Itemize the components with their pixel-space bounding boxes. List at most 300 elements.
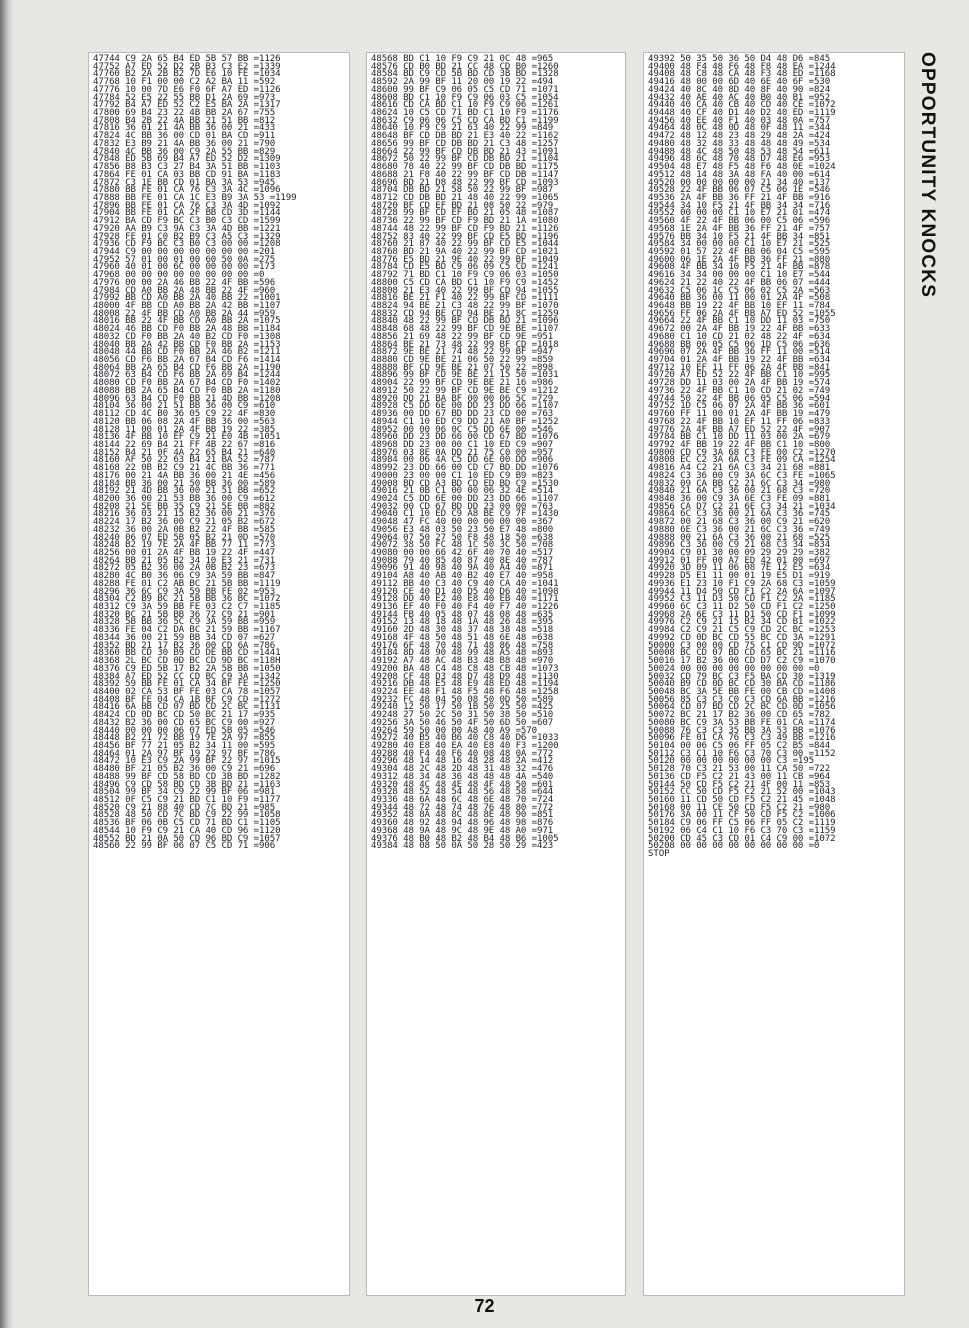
listing-line: 48720 BF CD EF BD 21 08 50 22 =979 bbox=[371, 200, 554, 211]
listing-line: 49112 BB 40 C3 40 C9 40 CA 40 =1041 bbox=[371, 578, 559, 589]
listing-line: 49728 DD 11 03 00 2A 4F BB 19 =574 bbox=[648, 378, 831, 389]
listing-line: 49176 6F 48 70 48 71 48 86 48 =758 bbox=[371, 640, 554, 651]
listing-line: 49680 C1 10 CD 21 02 48 22 4F =634 bbox=[648, 331, 831, 342]
listing-line: 49800 CD C9 3A 68 C3 FE 00 C2 =1270 bbox=[648, 447, 836, 458]
listing-line: 48416 6A BB CD 07 BD CD 2C BC =1131 bbox=[93, 702, 281, 713]
listing-line: 49128 DD 40 E2 40 E8 40 EB 40 =1171 bbox=[371, 594, 559, 605]
listing-line: 48096 63 B4 CD F0 BB 21 4D BB =1208 bbox=[93, 393, 281, 404]
listing-line: 47768 10 F1 00 00 C2 A2 BA 11 =592 bbox=[93, 77, 276, 88]
listing-line: 49000 23 00 00 C1 10 ED C9 B9 =823 bbox=[371, 470, 554, 481]
listing-line: 50000 C3 00 00 CD 75 C1 CD 9D =1072 bbox=[648, 640, 836, 651]
listing-line: 49456 40 EE 40 F1 40 03 48 0A =757 bbox=[648, 115, 831, 126]
listing-line: 48656 99 BF CD DB BD 21 C3 48 =1257 bbox=[371, 138, 559, 149]
listing-line: 49864 6C C3 36 00 21 6A C3 36 =745 bbox=[648, 509, 831, 520]
listing-line: 49032 00 CD 67 BD DD 23 00 00 =763 bbox=[371, 501, 554, 512]
listing-line: 48256 00 01 2A 4F BB 19 22 4F =447 bbox=[93, 548, 276, 558]
listing-line: 48984 00 06 4A C5 DD 6E 00 DD =906 bbox=[371, 455, 554, 466]
listing-line: 48976 03 8E 0A DD 21 75 C0 00 =957 bbox=[371, 447, 554, 458]
listing-line: 49960 6C C3 11 D2 50 CD F1 C2 =1250 bbox=[648, 602, 836, 613]
listing-line: 48408 BF FE 04 CA 1B BF C9 CD =1272 bbox=[93, 694, 281, 705]
listing-line: 48280 4C B0 36 06 C9 3A 59 BB =847 bbox=[93, 571, 276, 582]
hex-listing-lines bbox=[93, 56, 345, 851]
listing-line: 48296 36 6C C9 3A 59 BB FE 02 =953 bbox=[93, 586, 276, 597]
listing-line: 48176 00 21 4A BB 36 00 21 4E =456 bbox=[93, 470, 276, 481]
listing-line: 50072 BC 21 17 B2 36 00 CD 65 =782 bbox=[648, 710, 831, 721]
listing-line: 49840 21 6A C3 36 00 21 68 C3 =720 bbox=[648, 486, 831, 497]
listing-line: 48584 BD C9 CD 5B BD CD 3B BD =1328 bbox=[371, 69, 559, 80]
listing-line: 50064 CD 07 BD CD 2C BC CD 0D =1056 bbox=[648, 702, 836, 713]
listing-line: 48152 B4 21 0F 4A 22 65 B4 21 =640 bbox=[93, 447, 276, 458]
listing-line: 49888 00 21 6A C3 36 00 21 68 =525 bbox=[648, 532, 831, 543]
listing-line: 48768 BD 21 9A 40 22 99 BF CD =1021 bbox=[371, 246, 559, 257]
listing-line: 49720 A7 ED 52 22 4F BB C1 10 =995 bbox=[648, 370, 831, 381]
listing-line: 47752 A7 ED 52 D2 2B B3 C3 E2 =1339 bbox=[93, 61, 281, 72]
listing-line: 49360 48 92 48 94 48 96 48 98 =876 bbox=[371, 818, 554, 829]
listing-line: 49328 48 52 48 54 48 56 48 58 =644 bbox=[371, 787, 554, 798]
listing-line: 49376 48 B0 48 B2 48 B4 48 B6 =1005 bbox=[371, 833, 559, 844]
listing-line: 49136 EF 40 F0 40 F4 40 F7 40 =1226 bbox=[371, 602, 559, 613]
listing-line: 49416 48 00 00 6D 40 6E 40 6F =530 bbox=[648, 77, 831, 88]
listing-line: 48544 10 F9 C9 21 CA 40 CD 96 =1120 bbox=[93, 825, 281, 836]
listing-line: 48680 78 40 22 99 BF CD DB BD =1175 bbox=[371, 162, 559, 173]
listing-line: 48320 BC 21 5B BB 36 72 C9 21 =901 bbox=[93, 609, 276, 620]
listing-line: 48816 BE 21 F1 40 22 99 BF CD =1111 bbox=[371, 293, 559, 304]
listing-line: 49392 50 35 50 36 50 D4 48 D6 =845 bbox=[648, 54, 831, 64]
listing-line: 48272 05 B2 36 00 2A 0B B2 23 =673 bbox=[93, 563, 276, 574]
listing-line: 49528 22 4F BB 06 07 C5 06 1E =546 bbox=[648, 185, 831, 196]
listing-line: 47904 BB FE 01 CA 2F BB CD 3D =1144 bbox=[93, 208, 281, 219]
listing-line: 48160 AF 50 22 63 B4 21 BA 52 =787 bbox=[93, 455, 276, 466]
listing-column-1 bbox=[88, 52, 350, 1296]
listing-line: 50208 00 00 00 00 00 00 00 00 =0 bbox=[648, 841, 820, 852]
listing-line: 49896 C3 36 00 C9 21 68 C3 34 =834 bbox=[648, 540, 831, 551]
section-title-vertical: OPPORTUNITY KNOCKS bbox=[917, 52, 938, 299]
listing-line: 48744 48 22 99 BF CD F9 BD 21 =1126 bbox=[371, 223, 559, 234]
listing-line: 50168 00 11 CE 50 CD F5 C2 21 =980 bbox=[648, 802, 831, 813]
listing-line: 49688 BB 06 05 C5 06 1D C5 06 =636 bbox=[648, 339, 831, 350]
listing-line: 47808 B4 2B 22 4A BB 21 51 BB =812 bbox=[93, 115, 276, 126]
listing-line: 47864 FE 01 CA 03 BB CD 91 BA =1183 bbox=[93, 169, 281, 180]
listing-line: 50120 00 00 00 00 00 00 C3 =195 bbox=[648, 756, 815, 767]
listing-line: 47776 10 00 7D E6 F0 6F A7 ED =1126 bbox=[93, 84, 281, 95]
listing-line: 49576 BB 34 10 F5 21 4F BB 34 =851 bbox=[648, 231, 831, 242]
listing-line: 49504 48 E7 48 F5 48 F6 48 0E =1024 bbox=[648, 162, 836, 173]
listing-line: 48792 71 BD C1 10 F9 C9 06 03 =1050 bbox=[371, 270, 559, 281]
listing-line: 48704 DB BD 21 58 50 22 99 BF =987 bbox=[371, 185, 554, 196]
listing-line: 48008 22 4F BB CD A0 BB 2A 44 =959 bbox=[93, 308, 276, 319]
listing-line: 48144 22 69 B4 21 FF 4B 22 67 =816 bbox=[93, 439, 276, 450]
listing-line: 48072 63 B4 CD F6 BB 2A 69 B4 =1244 bbox=[93, 370, 281, 381]
listing-line: 49872 00 21 68 C3 36 00 C9 21 =620 bbox=[648, 517, 831, 528]
listing-line: 48016 BB 22 4F BB CD A0 BB 2A =1075 bbox=[93, 316, 281, 327]
listing-line: 48048 44 BB CD F0 BB 2A 46 B2 =1211 bbox=[93, 347, 281, 358]
listing-line: 49184 8D 48 90 48 99 48 A5 48 =893 bbox=[371, 648, 554, 659]
listing-line: 49088 79 40 85 40 87 40 8E 40 =787 bbox=[371, 555, 554, 566]
listing-line: 49008 BD CD A3 BD CD ED BD C9 =1530 bbox=[371, 478, 559, 489]
listing-line: 47872 C3 1E BB CD 01 BA 3A 53 =945 bbox=[93, 177, 276, 188]
listing-line: 49856 CA D7 C2 21 6E C3 34 21 =1034 bbox=[648, 501, 836, 512]
listing-line: 48848 68 48 22 99 BF CD 9E BE =1107 bbox=[371, 324, 559, 335]
listing-line: 49336 48 6A 48 6C 48 6E 48 70 =724 bbox=[371, 795, 554, 805]
listing-line: 48208 21 5E BB 35 C9 21 5E BB =882 bbox=[93, 501, 276, 512]
listing-line: 50192 06 C4 C1 10 F6 C3 70 C3 =1159 bbox=[648, 825, 836, 836]
listing-line: 49736 22 4F BB C1 10 CD 21 02 =749 bbox=[648, 385, 831, 396]
listing-line: 49448 40 CF 40 D1 40 D2 40 ED =1119 bbox=[648, 108, 836, 119]
listing-line: 48032 CD F0 BB 2A 40 B2 CD F0 =1308 bbox=[93, 331, 281, 342]
listing-line: 48696 BD 21 D8 48 22 99 BF CD =1093 bbox=[371, 177, 559, 188]
listing-line: 49264 59 50 00 00 A8 40 A9 =570 bbox=[371, 725, 538, 736]
listing-line: 48080 CD F0 BB 2A 67 B4 CD F0 =1402 bbox=[93, 378, 281, 389]
listing-line: 48752 83 40 22 99 BF CD E5 BD =1196 bbox=[371, 231, 559, 242]
listing-line: 49640 BB 36 00 11 00 01 2A 4F =508 bbox=[648, 293, 831, 304]
listing-column-2 bbox=[366, 52, 626, 1296]
listing-line: 48488 99 BF CD 58 BD CD 3B BD =1282 bbox=[93, 771, 281, 782]
listing-line: 48712 CD DB BD 21 48 40 22 99 =1065 bbox=[371, 192, 559, 203]
listing-line: 49992 CD 0D BC CD 55 BC CD 3A =1291 bbox=[648, 632, 836, 643]
listing-line: 49776 2A 4F BB A7 ED 52 22 4F =907 bbox=[648, 424, 831, 435]
listing-line: 49880 6E C3 36 00 21 6C C3 36 =749 bbox=[648, 524, 831, 535]
listing-line: 50080 BC C9 3A 53 BB FE 01 CA =1174 bbox=[648, 717, 836, 728]
listing-line: 48880 CD 9E BE 21 06 50 22 99 =859 bbox=[371, 355, 554, 366]
listing-line: 48624 10 C5 CD 71 BD C1 10 F9 =1176 bbox=[371, 108, 559, 119]
listing-line: 48448 B2 21 72 BB 19 7E 2A 97 =855 bbox=[93, 733, 276, 744]
listing-line: 48960 DD 23 DD 66 00 CD 67 BD =1076 bbox=[371, 432, 559, 443]
listing-line: 47976 00 00 2A 46 BB 22 4F BB =596 bbox=[93, 277, 276, 288]
listing-line: 49272 40 B5 40 B6 40 C8 40 D6 =1033 bbox=[371, 733, 559, 744]
listing-line: 49160 2D 48 30 48 37 48 38 48 =518 bbox=[371, 625, 554, 636]
listing-line: 49512 48 14 48 3A 48 FA 40 00 =614 bbox=[648, 169, 831, 180]
listing-line: 48528 48 50 CD 7C BD C9 22 99 =1058 bbox=[93, 810, 281, 821]
listing-line: 48504 99 BF 34 C9 22 99 BF 06 =981 bbox=[93, 787, 276, 798]
listing-line: 48344 36 00 21 59 BB 34 CD 07 =627 bbox=[93, 632, 276, 643]
listing-line: 50096 FE 01 CA 76 C3 C3 49 BB =1216 bbox=[648, 733, 836, 744]
listing-line: 49048 47 FC 40 00 00 00 00 00 =367 bbox=[371, 517, 554, 528]
hex-listing-lines bbox=[371, 56, 621, 851]
listing-line: 47888 BB FE 01 CA 1C E3 B9 3A 53 =1199 bbox=[93, 192, 297, 203]
listing-line: 48952 00 00 06 0C C5 DD 6E 00 =546 bbox=[371, 424, 554, 435]
listing-line: 49352 48 8A 48 8C 48 8E 48 90 =851 bbox=[371, 810, 554, 821]
listing-line: 48328 5B BB 36 5C C9 3A 59 BB =959 bbox=[93, 617, 276, 628]
listing-line: 48088 BB 2A 65 B4 CD F0 BB 2A =1180 bbox=[93, 385, 281, 396]
listing-line: 49232 FC 48 04 50 08 50 0D 50 =589 bbox=[371, 694, 554, 705]
listing-line: 50088 76 C3 C3 35 BB 3A 53 BB =1076 bbox=[648, 725, 836, 736]
listing-line: 47824 4C BB 36 00 CD 01 BA CD =911 bbox=[93, 131, 276, 142]
listing-line: 49440 40 CA 40 CB 40 CD 40 CE =1072 bbox=[648, 100, 836, 111]
listing-line: 48200 36 00 21 53 BB 36 00 C9 =612 bbox=[93, 493, 276, 504]
listing-line: 48760 21 87 40 22 99 BF CD E5 =1044 bbox=[371, 239, 559, 250]
listing-line: 49584 34 00 00 00 C1 10 E7 21 =525 bbox=[648, 239, 831, 250]
listing-line: 49952 C3 11 D3 50 CD F1 C2 2A =1185 bbox=[648, 594, 836, 605]
listing-line: 49792 4F BB 19 22 4F BB C1 10 =800 bbox=[648, 439, 831, 450]
listing-line: 47744 C9 2A 65 B4 ED 5B 57 BB =1126 bbox=[93, 54, 281, 64]
listing-line: 48776 E5 BD 21 9E 40 22 99 BF =1049 bbox=[371, 254, 559, 265]
listing-line: 48136 4F BB 10 EF C9 21 E0 4B =1051 bbox=[93, 432, 281, 443]
listing-line: 48376 C9 ED 5B 17 B2 2A 5B BB =1050 bbox=[93, 663, 281, 674]
listing-line: 50032 CD 79 BC C3 F5 BA CD 30 =1319 bbox=[648, 671, 836, 682]
listing-line: 49568 1E 2A 4F BB 36 FF 21 4F =757 bbox=[648, 223, 831, 234]
listing-line: 50104 00 06 C5 06 FF 05 C2 B5 =844 bbox=[648, 740, 831, 751]
listing-line: 49608 4F BB 34 10 F5 21 4F BB =878 bbox=[648, 262, 831, 273]
listing-line: 49696 07 2A 4F BB 36 FF 11 00 =514 bbox=[648, 347, 831, 358]
listing-line: 48856 21 69 48 22 99 BF CD 9E =951 bbox=[371, 331, 554, 342]
listing-line: 48240 06 07 ED 5B 05 B2 21 0D =570 bbox=[93, 532, 276, 543]
listing-line: 49408 48 C8 48 CA 48 F3 48 ED =1168 bbox=[648, 69, 836, 80]
listing-line: 47960 40 01 00 6C 00 00 00 00 =173 bbox=[93, 262, 276, 273]
listing-line: 47896 BB FE 01 CA 76 C3 3A 4D =1092 bbox=[93, 200, 281, 211]
listing-line: 49664 22 4F BB C1 10 DD 11 03 =750 bbox=[648, 316, 831, 327]
listing-line: 48728 99 BF CD EF BD 21 05 48 =1087 bbox=[371, 208, 559, 219]
listing-line: 47952 57 01 00 01 00 60 50 0A =275 bbox=[93, 254, 276, 265]
listing-line: 48736 22 99 BF CD F9 BD 21 1A =1080 bbox=[371, 216, 559, 227]
listing-line: 49944 11 D4 50 CD F1 C2 2A 6A =1097 bbox=[648, 586, 836, 597]
listing-line: 50152 CC 50 CD F5 C2 21 52 00 =1043 bbox=[648, 787, 836, 798]
listing-line: 49104 A8 40 AB 40 B2 40 E7 40 =958 bbox=[371, 571, 554, 582]
hex-listing-lines bbox=[648, 56, 900, 859]
listing-line: 48672 50 22 99 BF CD DB BD 21 =1104 bbox=[371, 154, 559, 165]
listing-line: 48912 50 22 99 BF CD 9E BE C9 =1212 bbox=[371, 385, 559, 396]
listing-line: 49168 4F 48 50 48 51 48 6E 48 =638 bbox=[371, 632, 554, 643]
listing-line: 48648 BF CD DB BD 21 E3 40 22 =1162 bbox=[371, 131, 559, 142]
listing-line: 49752 1D C5 06 07 2A 4F BB 36 =601 bbox=[648, 401, 831, 412]
listing-line: 48832 CD 94 BE CD 94 BE 21 8C =1259 bbox=[371, 308, 559, 319]
listing-line: 50136 CD F5 C2 21 43 00 11 CB =964 bbox=[648, 771, 831, 782]
listing-line: 48104 36 00 21 51 BB 36 00 C9 =610 bbox=[93, 401, 276, 412]
listing-line: 48304 C2 B9 BC 21 5B BB 36 BC =1072 bbox=[93, 594, 281, 605]
listing-line: 49520 00 00 00 00 00 21 34 40 =137 bbox=[648, 177, 831, 188]
listing-line: 48192 21 4D BB 36 00 21 51 BB =652 bbox=[93, 486, 276, 497]
listing-line: 48688 21 F8 40 22 99 BF CD DB =1147 bbox=[371, 169, 559, 180]
listing-line: 49808 EC C2 3A 6A C3 FE 09 CA =1254 bbox=[648, 455, 836, 466]
listing-line: 49560 4F 22 4F BB 06 00 C5 06 =596 bbox=[648, 216, 831, 227]
listing-line: 48264 BB 21 05 B2 34 10 E3 21 =731 bbox=[93, 555, 276, 566]
listing-line: 49216 DB 48 E5 48 E9 48 ED 48 =1194 bbox=[371, 679, 559, 690]
listing-column-3 bbox=[643, 52, 905, 1296]
listing-line: 48368 2L BC CD 0D BC CD 9D BC =118H bbox=[93, 656, 281, 667]
listing-line: 48480 BF 21 05 B2 36 00 C9 21 =696 bbox=[93, 764, 276, 775]
listing-line: 50056 85 C3 C3 C0 C3 CD 6A BB =1216 bbox=[648, 694, 836, 705]
listing-line: 47832 E3 B9 21 4A BB 36 00 21 =790 bbox=[93, 138, 276, 149]
listing-line: 49320 48 4C 48 4E 48 4F 48 50 =601 bbox=[371, 779, 554, 790]
listing-line: 49240 12 50 17 50 1B 50 25 50 =425 bbox=[371, 702, 554, 713]
listing-line: 49648 BB 19 22 4F BB 10 EF 11 =784 bbox=[648, 301, 831, 311]
listing-line: 47800 69 B4 23 22 4B BB 2A 67 =755 bbox=[93, 108, 276, 119]
listing-line: 49984 C2 C9 21 C5 C9 CD 2C BC =1253 bbox=[648, 625, 836, 636]
listing-line: 48496 C9 CD 58 BD CD 3B BD 21 =1163 bbox=[93, 779, 281, 790]
listing-line: 49464 48 0C 48 0D 48 0F 48 11 =344 bbox=[648, 123, 831, 134]
page-edge-shadow bbox=[0, 0, 14, 1328]
listing-line: 48432 B2 36 00 CD 65 BC C9 00 =927 bbox=[93, 717, 276, 728]
listing-line: 49616 34 34 00 00 00 C1 10 E7 =544 bbox=[648, 270, 831, 281]
listing-line: 49744 50 22 4F BB 06 05 C5 06 =594 bbox=[648, 393, 831, 404]
listing-line: 49784 BB C1 10 DD 11 03 00 2A =679 bbox=[648, 432, 831, 443]
listing-line: 48936 00 DD 67 BD DD 23 CD 00 =763 bbox=[371, 409, 554, 420]
listing-line: 49536 2A 4F BB 36 FF 21 4F BB =916 bbox=[648, 192, 831, 203]
listing-line: 49624 21 22 40 22 4F BB 06 07 =444 bbox=[648, 277, 831, 288]
listing-line: 48392 59 BB FE 01 CA 34 BF FE =1250 bbox=[93, 679, 281, 690]
listing-line: 49304 48 2C 48 2D 48 31 48 32 =476 bbox=[371, 764, 554, 775]
listing-line: 47880 BB FE 01 CA 76 C3 3A 4C =1096 bbox=[93, 185, 281, 196]
listing-line: 49600 06 1E 2A 4F BB 36 FF 21 =880 bbox=[648, 254, 831, 265]
listing-line: 48784 CD E5 BD C9 06 09 C5 CD =1241 bbox=[371, 262, 559, 273]
listing-line: 50160 11 CD 50 CD F5 C2 21 45 =1048 bbox=[648, 795, 836, 805]
listing-line: 47920 AA B9 C3 9A C3 3A 4D BB =1221 bbox=[93, 223, 281, 234]
listing-line: 48424 CD 0D BC CD 50 BC 21 17 =935 bbox=[93, 710, 276, 721]
listing-line: 48592 2A 99 BF 11 20 00 19 22 =494 bbox=[371, 77, 554, 88]
listing-line: 50184 C9 06 FF C5 06 FF 05 C2 =1119 bbox=[648, 818, 836, 829]
listing-line: 47944 C9 00 00 00 00 00 00 00 =201 bbox=[93, 246, 276, 257]
listing-line: 49816 A4 C2 21 6A C3 34 21 68 =881 bbox=[648, 463, 831, 474]
listing-line: 48536 BF 06 0B C5 CD 71 BD C1 =1105 bbox=[93, 818, 281, 829]
listing-line: 50128 70 C3 21 53 00 11 CA 50 =722 bbox=[648, 764, 831, 775]
listing-line: 48568 BD C1 10 F9 C9 21 0C 48 =965 bbox=[371, 54, 554, 64]
listing-line: 48232 36 00 2A 0B B2 22 4F BB =585 bbox=[93, 524, 276, 535]
listing-line: 49936 E1 23 10 F1 C9 2A 68 C3 =1059 bbox=[648, 578, 836, 589]
listing-line: 48800 C5 CD CA BD C1 10 F9 C9 =1452 bbox=[371, 277, 559, 288]
listing-line: 49208 CF 48 D3 48 D7 48 D9 48 =1130 bbox=[371, 671, 559, 682]
listing-line: 49024 C5 DD 6E 00 DD 23 DD 66 =1107 bbox=[371, 493, 559, 504]
listing-line: 48808 21 E3 40 22 99 BF CD 94 =1055 bbox=[371, 285, 559, 296]
listing-line: 49144 FB 40 05 48 07 48 08 48 =635 bbox=[371, 609, 554, 620]
listing-line: 50016 17 B2 36 00 CD D7 C2 C9 =1070 bbox=[648, 656, 836, 667]
listing-line: 48464 01 2A 97 BF 19 22 97 BF =786 bbox=[93, 748, 276, 759]
listing-line: 48440 00 00 00 06 07 ED 5B 05 =546 bbox=[93, 725, 276, 736]
listing-line: 49920 3D 09 11 06 08 7E 12 E5 =634 bbox=[648, 563, 831, 574]
listing-line: 49224 EE 48 F1 48 F5 48 F6 48 =1258 bbox=[371, 686, 559, 697]
listing-line: 49496 48 6C 48 70 48 D7 48 E6 =953 bbox=[648, 154, 831, 165]
listing-line: 48288 FE 01 C2 AB BC 21 5B BB =1119 bbox=[93, 578, 281, 589]
listing-line: 48040 BB 2A 42 BB CD F0 BB 2A =1153 bbox=[93, 339, 281, 350]
listing-line: 48352 BD 21 17 B2 36 00 CD 6A =786 bbox=[93, 640, 276, 651]
listing-line: 47912 BA CD F9 BC C3 B0 C3 CD =1599 bbox=[93, 216, 281, 227]
listing-line: 48056 CD F6 BB 2A 67 B4 CD F6 =1414 bbox=[93, 355, 281, 366]
listing-line: 49592 01 57 22 4F BB 06 04 C5 =595 bbox=[648, 246, 831, 257]
listing-line: 49312 48 34 48 36 48 48 48 4A =540 bbox=[371, 771, 554, 782]
listing-line: 49832 09 CA BB C2 21 6C C3 34 =980 bbox=[648, 478, 831, 489]
listing-line: 48552 BD 21 0A 50 CD 96 BD C9 =1057 bbox=[93, 833, 281, 844]
listing-line: 48456 BF 77 21 05 B2 34 11 00 =595 bbox=[93, 740, 276, 751]
listing-line: 49488 48 4C 48 50 48 53 48 54 =611 bbox=[648, 146, 831, 157]
listing-line: 49976 C2 C9 21 15 B2 34 CD B1 =1022 bbox=[648, 617, 836, 628]
listing-line: 49400 48 F4 48 F6 48 F8 48 EA =1244 bbox=[648, 61, 836, 72]
listing-line: 47856 B8 B3 C3 27 B4 3A 51 BB =1103 bbox=[93, 162, 281, 173]
listing-line: 49192 A7 48 AC 48 B3 48 B8 48 =970 bbox=[371, 656, 554, 667]
listing-line: 48896 99 BF CD 9E BE 21 15 50 =1031 bbox=[371, 370, 559, 381]
listing-line: 48520 C9 21 88 40 CD 7C BD 21 =985 bbox=[93, 802, 276, 813]
listing-line: 47816 36 01 21 4A BB 36 00 21 =433 bbox=[93, 123, 276, 134]
listing-line: 49016 21 0B C1 00 00 06 32 4E =514 bbox=[371, 486, 554, 497]
listing-line: 48512 0F C5 C9 21 BD C1 10 F9 =1177 bbox=[93, 795, 281, 805]
listing-line: 48920 DD 21 BA BF 00 00 06 5C =729 bbox=[371, 393, 554, 404]
listing-line: 47928 FE 01 C0 B2 B9 C3 A5 C3 =1329 bbox=[93, 231, 281, 242]
listing-line: 48120 BB 06 08 2A 4F BB 36 00 =563 bbox=[93, 416, 276, 427]
listing-line: 49968 2A 6E C3 11 D1 50 CD F1 =1099 bbox=[648, 609, 836, 620]
listing-line: 49824 C3 36 00 C9 3A 6C C3 FE =1065 bbox=[648, 470, 836, 481]
listing-line: 49704 01 2A 4F BB 19 22 4F BB =634 bbox=[648, 355, 831, 366]
listing-line: 48312 C9 3A 59 BB FE 03 C2 C7 =1185 bbox=[93, 602, 281, 613]
listing-line: 49040 C1 10 ED C9 A8 BE C9 7F =1430 bbox=[371, 509, 559, 520]
listing-line: 50008 BC CD 07 BD CD 65 BC 21 =1116 bbox=[648, 648, 836, 659]
listing-line: 48216 36 03 21 15 B2 36 00 21 =376 bbox=[93, 509, 276, 520]
listing-line: 49064 07 50 27 50 F8 48 18 50 =638 bbox=[371, 532, 554, 543]
listing-line: 49072 38 50 FC 48 1C 50 3C 50 =708 bbox=[371, 540, 554, 551]
listing-line: 48888 BF CD 9E BE 21 07 50 22 =898 bbox=[371, 362, 554, 373]
listing-line: 47936 CD F9 BC C3 B0 C3 00 00 =1208 bbox=[93, 239, 281, 250]
listing-line: 49096 91 40 98 40 9A 40 A4 40 =871 bbox=[371, 563, 554, 574]
listing-line: 47792 B4 A7 ED 52 C2 E5 BA 2A =1317 bbox=[93, 100, 281, 111]
listing-line: 48824 94 BE 21 C3 48 22 99 BF =1070 bbox=[371, 301, 559, 311]
listing-line: 48944 C1 10 ED C9 DD 21 A0 BF =1252 bbox=[371, 416, 559, 427]
listing-line: 49928 D5 E1 11 00 01 19 E5 D1 =919 bbox=[648, 571, 831, 582]
listing-line: 50176 3A 00 11 CF 50 CD F5 C2 =1006 bbox=[648, 810, 836, 821]
listing-line: 49080 00 00 66 42 6F 40 70 40 =517 bbox=[371, 548, 554, 558]
listing-line: 50200 CD 45 C3 CD 01 C4 C9 00 =1072 bbox=[648, 833, 836, 844]
listing-line: 47848 ED 5B 69 B4 A7 ED 52 D2 =1309 bbox=[93, 154, 281, 165]
listing-line: 49632 C5 06 1C C5 06 02 C5 2A =563 bbox=[648, 285, 831, 296]
listing-line: 48224 17 B2 36 00 C9 21 05 B2 =672 bbox=[93, 517, 276, 528]
listing-line: 48400 02 CA 53 BF FE 03 CA 78 =1057 bbox=[93, 686, 281, 697]
listing-line: 48472 10 E3 C9 2A 99 BF 22 97 =1015 bbox=[93, 756, 281, 767]
listing-line: 49760 FF 11 00 01 2A 4F BB 19 =479 bbox=[648, 409, 831, 420]
listing-line: 48664 22 99 BF CD DB BD 21 43 =1091 bbox=[371, 146, 559, 157]
listing-line: 49384 48 08 50 0A 50 28 50 29 =423 bbox=[371, 841, 554, 852]
listing-line: 47784 52 E5 22 55 BB D1 2A 69 =973 bbox=[93, 92, 276, 103]
listing-line: 48560 22 99 BF 06 07 C5 CD 71 =906 bbox=[93, 841, 276, 852]
listing-line: 48840 48 22 99 BF CD DB BD 21 =1096 bbox=[371, 316, 559, 327]
listing-line: 49248 27 50 2C 50 31 50 38 50 =510 bbox=[371, 710, 554, 721]
page-number: 72 bbox=[474, 1296, 495, 1316]
listing-line: 49288 40 F4 40 F6 40 08 48 0A =772 bbox=[371, 748, 554, 759]
listing-line: 47760 B2 2A 2B B2 7D E6 10 FE =1034 bbox=[93, 69, 281, 80]
listing-line: STOP bbox=[648, 849, 670, 860]
listing-line: 48336 FE 04 C2 DA BC 21 59 BB =1167 bbox=[93, 625, 281, 636]
listing-line: 47992 BB CD A0 BB 2A 40 BB 22 =1001 bbox=[93, 293, 281, 304]
listing-line: 48872 9E BE 21 74 48 22 99 BF =947 bbox=[371, 347, 554, 358]
listing-line: 49712 10 EF 11 FF 06 2A 4F BB =841 bbox=[648, 362, 831, 373]
listing-line: 49296 48 14 48 16 48 28 48 2A =412 bbox=[371, 756, 554, 767]
listing-line: 48024 46 BB CD F0 BB 2A 48 BB =1184 bbox=[93, 324, 281, 335]
listing-line: 49200 BA 48 C4 48 C8 48 CB 48 =1073 bbox=[371, 663, 559, 674]
listing-line: 49152 13 48 18 48 1A 48 26 48 =395 bbox=[371, 617, 554, 628]
listing-line: 48184 BB 36 00 21 50 BB 36 00 =589 bbox=[93, 478, 276, 489]
listing-line: 49472 48 12 48 23 48 29 48 2A =424 bbox=[648, 131, 831, 142]
listing-line: 48128 11 00 01 2A 4F BB 19 22 =385 bbox=[93, 424, 276, 435]
listing-line: 48632 C9 06 06 C5 CD CA BD C1 =1199 bbox=[371, 115, 559, 126]
listing-line: 48904 22 99 BF CD 9E BE 21 16 =986 bbox=[371, 378, 554, 389]
listing-line: 49480 48 32 48 33 48 48 48 49 =534 bbox=[648, 138, 831, 149]
listing-line: 48616 CD CA BD C1 10 F9 C9 06 =1261 bbox=[371, 100, 559, 111]
listing-line: 48600 99 BF C9 06 05 C5 CD 71 =1071 bbox=[371, 84, 559, 95]
listing-line: 48576 CD B0 BD 21 CC 48 CD B0 =1260 bbox=[371, 61, 559, 72]
listing-line: 50144 50 CD F5 C2 21 4F 00 11 =853 bbox=[648, 779, 831, 790]
listing-line: 48248 B2 19 7E 2A 4F BB 77 11 =773 bbox=[93, 540, 276, 551]
listing-line: 49432 40 AE 40 AC 40 B0 40 B1 =952 bbox=[648, 92, 831, 103]
listing-line: 49368 48 9A 48 9C 48 9E 48 A0 =971 bbox=[371, 825, 554, 836]
listing-line: 49424 40 8C 40 8D 40 8F 40 90 =824 bbox=[648, 84, 831, 95]
listing-line: 49256 3A 50 46 50 4F 50 6D 50 =607 bbox=[371, 717, 554, 728]
listing-line: 48112 CD 4C B0 36 05 C9 22 4F =830 bbox=[93, 409, 276, 420]
listing-line: 49552 00 00 00 C1 10 E7 21 01 =474 bbox=[648, 208, 831, 219]
listing-line: 48000 4F BB CD A0 BB 2A 42 BB =1107 bbox=[93, 301, 281, 311]
listing-line: 47968 00 00 00 00 00 00 00 00 =0 bbox=[93, 270, 265, 281]
listing-line: 49912 01 FF 00 A7 ED 42 01 00 =697 bbox=[648, 555, 831, 566]
listing-line: 49768 22 4F BB 10 EF 11 FF 06 =833 bbox=[648, 416, 831, 427]
listing-line: 49120 CE 40 D1 40 D5 40 D6 40 =1098 bbox=[371, 586, 559, 597]
listing-line: 49544 34 10 F5 21 4F BB 34 34 =716 bbox=[648, 200, 831, 211]
listing-line: 48168 22 0B B2 C9 21 4C BB 36 =771 bbox=[93, 463, 276, 474]
listing-line: 49656 FF 06 2A 4F BB A7 ED 52 =1055 bbox=[648, 308, 836, 319]
listing-line: 48608 BD C1 10 F9 C9 06 03 C5 =1054 bbox=[371, 92, 559, 103]
listing-line: 50112 C3 C1 10 F6 C3 70 C3 00 =1152 bbox=[648, 748, 836, 759]
